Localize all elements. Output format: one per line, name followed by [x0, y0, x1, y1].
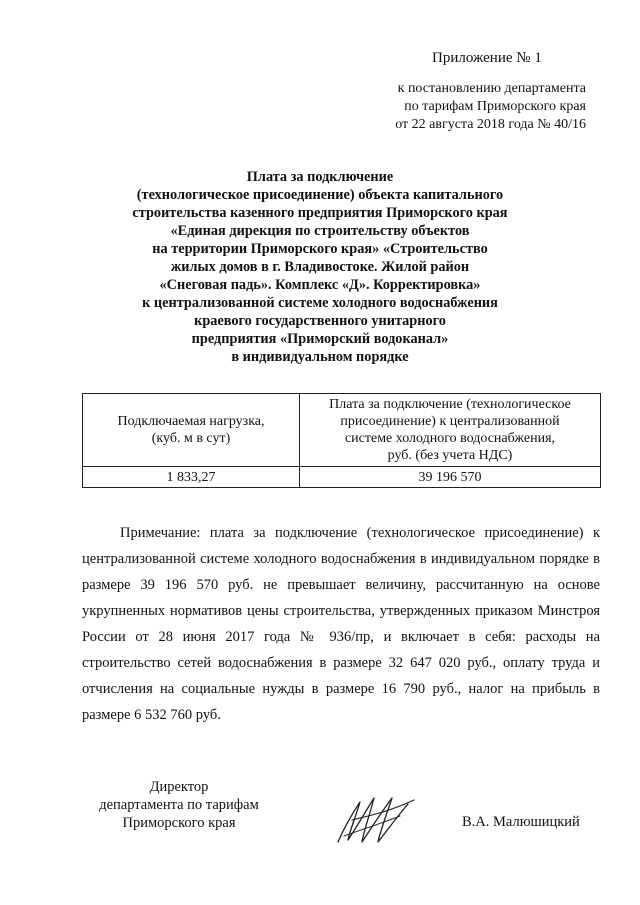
title-line: «Единая дирекция по строительству объектов — [170, 223, 470, 239]
position-line: департамента по тарифам — [99, 797, 259, 813]
document-title — [80, 168, 560, 366]
load-value-cell: 1 833,27 — [83, 467, 300, 488]
header-line: присоединение) к централизованной — [340, 414, 560, 429]
resolution-reference — [360, 80, 586, 134]
note-paragraph: Примечание: плата за подключение (технологическое присоединение) к централизованной системе холодного водоснабжения в индивидуальном порядке в размере 39 196 570 руб. не превышает величину, рассчитанную на основе укрупненных нормативов цены строительства, утвержденных приказом Минстроя России от 28 июня 2017 года № 936/пр, и включает в себя: расходы на строительство сетей водоснабжения в размере 32 647 020 руб., оплату труда и отчисления на социальные нужды в размере 16 790 руб., налог на прибыль в размере 6 532 760 руб. — [82, 525, 600, 723]
position-line: Директор — [149, 779, 209, 795]
reference-line: по тарифам Приморского края — [404, 99, 586, 114]
title-line: в индивидуальном порядке — [231, 349, 409, 365]
reference-line: от 22 августа 2018 года № 40/16 — [395, 117, 586, 132]
handwritten-signature — [330, 790, 422, 850]
header-line: Подключаемая нагрузка, — [117, 414, 265, 429]
fee-value-cell: 39 196 570 — [300, 467, 601, 488]
title-line: к централизованной системе холодного водоснабжения — [142, 295, 498, 311]
title-line: (технологическое присоединение) объекта капитального — [136, 187, 504, 203]
fee-table — [82, 393, 601, 488]
table-header-row — [83, 394, 601, 467]
table-row — [83, 467, 601, 488]
signer-name: В.А. Малюшицкий — [462, 814, 580, 830]
load-header-cell — [83, 394, 300, 467]
reference-line: к постановлению департамента — [397, 81, 586, 96]
header-line: Плата за подключение (технологическое — [329, 397, 571, 412]
note-section — [82, 520, 600, 728]
signatory-position — [84, 778, 274, 832]
title-line: на территории Приморского края» «Строительство — [152, 241, 488, 257]
title-line: краевого государственного унитарного — [194, 313, 446, 329]
header-line: системе холодного водоснабжения, — [344, 431, 556, 446]
title-line: предприятия «Приморский водоканал» — [191, 331, 449, 347]
position-line: Приморского края — [122, 815, 236, 831]
header-line: (куб. м в сут) — [151, 431, 231, 446]
header-line: руб. (без учета НДС) — [387, 448, 513, 463]
fee-header-cell — [300, 394, 601, 467]
title-line: строительства казенного предприятия Приморского края — [132, 205, 508, 221]
appendix-label: Приложение № 1 — [432, 50, 542, 66]
title-line: жилых домов в г. Владивостоке. Жилой район — [170, 259, 470, 275]
title-line: «Снеговая падь». Комплекс «Д». Корректировка» — [159, 277, 481, 293]
title-line: Плата за подключение — [246, 169, 394, 185]
